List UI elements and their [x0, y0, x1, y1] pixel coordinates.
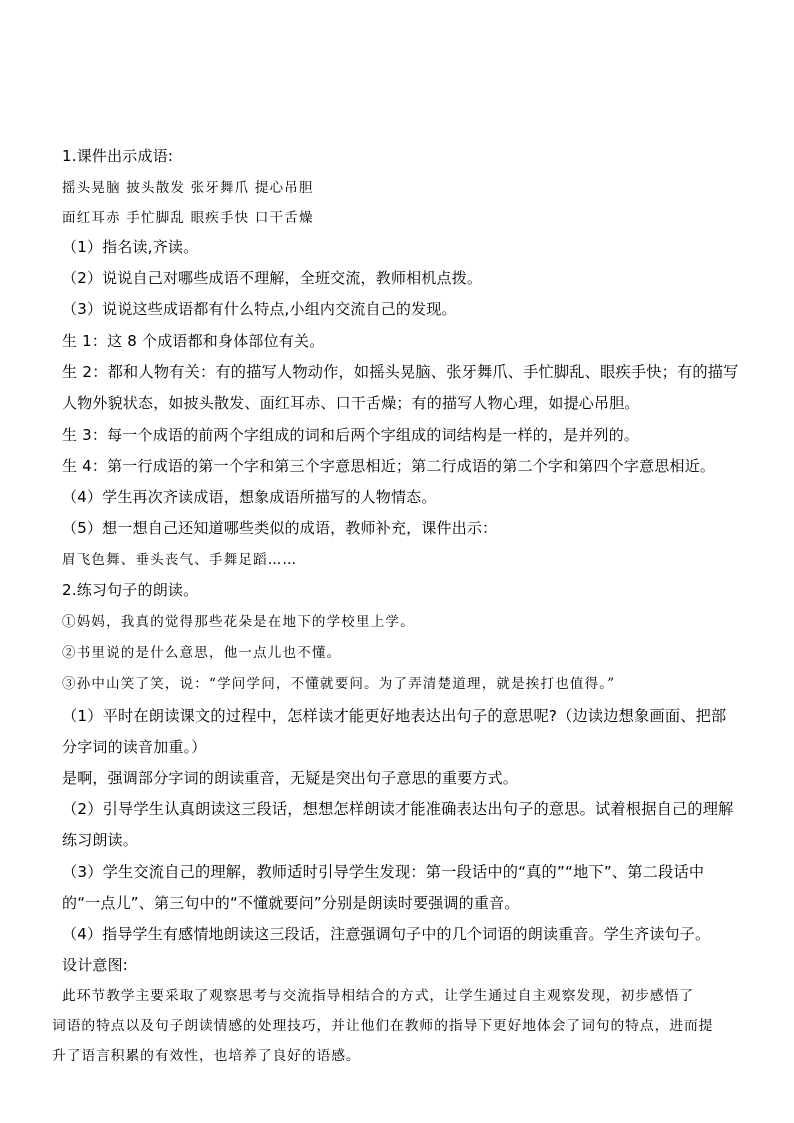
design-intent-line-3: 升了语言积累的有效性，也培养了良好的语感。 — [52, 1048, 361, 1064]
step-2: （2）说说自己对哪些成语不理解，全班交流，教师相机点拨。 — [62, 269, 483, 287]
question-3-line-2: 的“一点儿”、第三句中的“不懂就要问”分别是朗读时要强调的重音。 — [62, 894, 520, 912]
student-2-answer-line-2: 人物外貌状态，如披头散发、面红耳赤、口干舌燥；有的描写人物心理，如提心吊胆。 — [62, 394, 640, 412]
question-1-line-2: 分字词的读音加重。） — [62, 738, 207, 756]
student-2-answer-line-1: 生 2：都和人物有关：有的描写人物动作，如摇头晃脑、张牙舞爪、手忙脚乱、眼疾手快；有的描写 — [62, 363, 739, 381]
design-intent-line-2: 词语的特点以及句子朗读情感的处理技巧，并让他们在教师的指导下更好地体会了词句的特点，进而提 — [52, 1018, 714, 1034]
design-intent-text — [52, 981, 762, 1071]
student-1-answer: 生 1：这 8 个成语都和身体部位有关。 — [62, 332, 325, 350]
step-4: （4）学生再次齐读成语，想象成语所描写的人物情态。 — [62, 488, 437, 506]
step-1: （1）指名读,齐读。 — [62, 238, 199, 256]
question-4: （4）指导学生有感情地朗读这三段话，注意强调句子中的几个词语的朗读重音。学生齐读句子。 — [62, 925, 711, 943]
section1-heading: 1.课件出示成语: — [62, 147, 174, 165]
question-2-line-1: （2）引导学生认真朗读这三段话，想想怎样朗读才能准确表达出句子的意思。试着根据自己的理解 — [62, 800, 734, 818]
idioms-line-2: 面红耳赤 手忙脚乱 眼疾手快 口干舌燥 — [62, 210, 314, 226]
extra-idioms: 眉飞色舞、垂头丧气、手舞足蹈…… — [62, 552, 298, 568]
question-1-line-1: （1）平时在朗读课文的过程中，怎样读才能更好地表达出句子的意思呢?（边读边想象画面、把部 — [62, 707, 727, 725]
question-1-answer: 是啊，强调部分字词的朗读重音，无疑是突出句子意思的重要方式。 — [62, 769, 519, 787]
question-3-line-1: （3）学生交流自己的理解，教师适时引导学生发现：第一段话中的“真的”“地下”、第二段话中 — [62, 863, 705, 881]
step-3: （3）说说这些成语都有什么特点,小组内交流自己的发现。 — [62, 300, 457, 318]
sentence-3: ③孙中山笑了笑，说：“学问学问，不懂就要问。为了弄清楚道理，就是挨打也值得。” — [62, 676, 616, 692]
section2-heading: 2.练习句子的朗读。 — [62, 581, 199, 599]
student-3-answer: 生 3：每一个成语的前两个字组成的词和后两个字组成的词结构是一样的，是并列的。 — [62, 426, 640, 444]
design-intent-label: 设计意图: — [62, 956, 129, 974]
question-2-line-2: 练习朗读。 — [62, 831, 139, 849]
sentence-1: ①妈妈，我真的觉得那些花朵是在地下的学校里上学。 — [62, 614, 415, 630]
design-intent-line-1: 此环节教学主要采取了观察思考与交流指导相结合的方式，让学生通过自主观察发现，初步感悟了 — [62, 988, 694, 1004]
idioms-line-1: 摇头晃脑 披头散发 张牙舞爪 提心吊胆 — [62, 180, 314, 196]
student-4-answer: 生 4：第一行成语的第一个字和第三个字意思相近；第二行成语的第二个字和第四个字意思相近。 — [62, 457, 716, 475]
sentence-2: ②书里说的是什么意思，他一点儿也不懂。 — [62, 645, 342, 661]
step-5: （5）想一想自己还知道哪些类似的成语，教师补充，课件出示： — [62, 519, 498, 537]
